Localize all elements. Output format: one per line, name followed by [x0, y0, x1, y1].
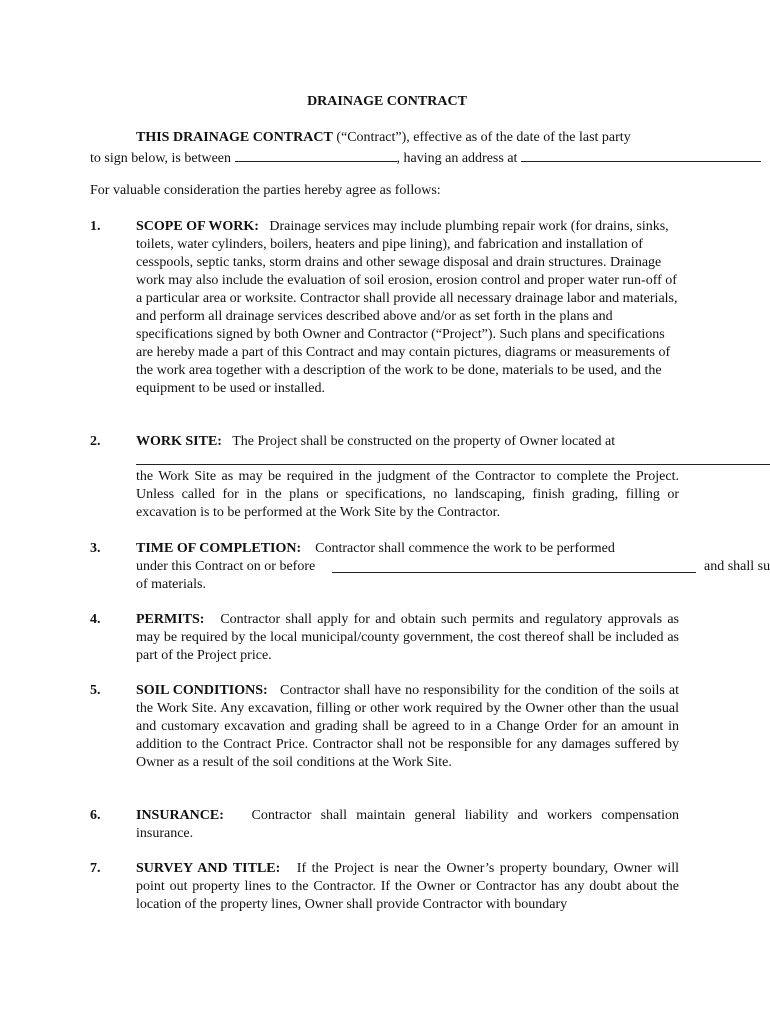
- section-number: 3.: [90, 541, 101, 556]
- completion-line-2: under this Contract on or before: [136, 559, 316, 574]
- section-number: 7.: [90, 861, 101, 876]
- intro-line-2-b: , having an address at: [396, 151, 521, 166]
- intro-line-2: [90, 147, 761, 168]
- section-insurance: [136, 807, 679, 843]
- intro-bold-name: THIS DRAINAGE CONTRACT: [136, 130, 333, 145]
- section-survey-and-title: [136, 860, 679, 914]
- section-permits: [136, 611, 679, 665]
- section-body: Contractor shall apply for and obtain such permits and regulatory approvals as may be required by the local municipal/county government, the cost thereof shall be included as part of the Project price.: [136, 612, 680, 663]
- section-body: Contractor shall commence the work to be performed: [315, 541, 615, 556]
- completion-line-2-tail: and shall su: [704, 559, 770, 574]
- section-number: 4.: [90, 612, 101, 627]
- section-number: 2.: [90, 434, 101, 449]
- section-heading: INSURANCE:: [136, 808, 224, 823]
- completion-line-3: of materials.: [136, 577, 206, 592]
- intro-line-1-text: (“Contract”), effective as of the date of the last party: [332, 130, 631, 145]
- section-heading: TIME OF COMPLETION:: [136, 541, 302, 556]
- section-number: 6.: [90, 808, 101, 823]
- work-site-address-blank[interactable]: [136, 464, 770, 465]
- section-work-site-first: [136, 433, 679, 451]
- section-heading: SCOPE OF WORK:: [136, 219, 259, 234]
- section-heading: WORK SITE:: [136, 434, 222, 449]
- intro-line-2-a: to sign below, is between: [90, 151, 235, 166]
- consideration-text: For valuable consideration the parties hereby agree as follows:: [90, 183, 441, 198]
- section-number: 1.: [90, 219, 101, 234]
- section-soil-conditions: [136, 682, 679, 772]
- section-heading: SURVEY AND TITLE:: [136, 861, 281, 876]
- section-body: The Project shall be constructed on the property of Owner located at: [232, 434, 616, 449]
- section-body: Contractor shall have no responsibility for the condition of the soils at the Work Site. Any excavation, filling or other work required by the Owner other than the usual and customary excavation and grading shall be agreed to in a Change Order for an amount in addition to the Contract Price. Contractor shall not be responsible for any damages suffered by Owner as a result of the soil conditions at the Work Site.: [136, 683, 680, 770]
- section-time-of-completion: [136, 540, 679, 558]
- section-body: If the Project is near the Owner’s property boundary, Owner will point out property lines to the Contractor. If the Owner or Contractor has any doubt about the location of the property lines, Owner shall provide Contractor with boundary: [136, 861, 680, 912]
- section-body: Drainage services may include plumbing repair work (for drains, sinks, toilets, water cylinders, boilers, heaters and pipe lining), and fabrication and installation of cesspools, septic tanks, storm drains and other sewage disposal and drain structures. Drainage work may also include the evaluation of soil erosion, erosion control and proper water run-off of a particular area or worksite. Contractor shall provide all necessary drainage labor and materials, and perform all drainage services described above and/or as set forth in the plans and specifications signed by both Owner and Contractor (“Project”). Such plans and specifications are hereby made a part of this Contract and may contain pictures, diagrams or measurements of the work area together with a description of the work to be done, materials to be used, and the equipment to be used or installed.: [136, 219, 678, 396]
- section-work-site-rest: the Work Site as may be required in the judgment of the Contractor to complete the Project. Unless called for in the plans or specifications, no landscaping, finish grading, filling or excavation is to be performed at the Work Site by the Contractor.: [136, 469, 679, 520]
- section-scope-of-work: [136, 218, 679, 398]
- section-number: 5.: [90, 683, 101, 698]
- commencement-date-blank[interactable]: [332, 572, 696, 573]
- party-address-blank[interactable]: [521, 147, 761, 162]
- section-heading: SOIL CONDITIONS:: [136, 683, 268, 698]
- party-name-blank[interactable]: [235, 147, 397, 162]
- section-heading: PERMITS:: [136, 612, 205, 627]
- section-body: Contractor shall maintain general liability and workers compensation insurance.: [136, 808, 679, 841]
- document-title: DRAINAGE CONTRACT: [307, 94, 467, 109]
- intro-line-1: [136, 129, 631, 147]
